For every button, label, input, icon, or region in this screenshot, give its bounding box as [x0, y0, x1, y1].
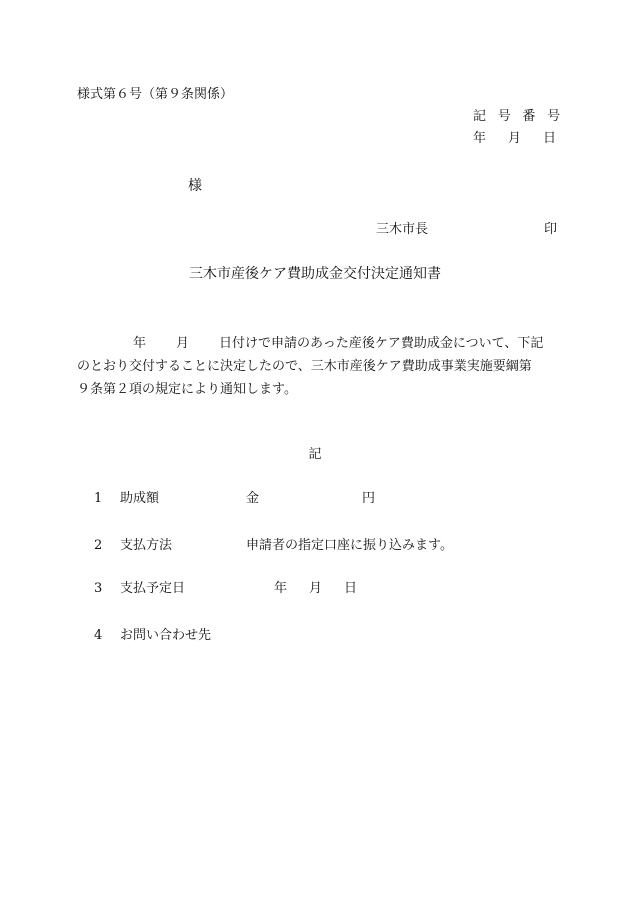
body-year: 年 [133, 336, 147, 351]
recipient-suffix: 様 [188, 178, 202, 194]
item-label: 助成額 [120, 491, 160, 506]
document-number: 記号番号 [473, 109, 572, 124]
body-month: 月 [176, 336, 190, 351]
item-contact [94, 627, 211, 645]
form-number: 様式第６号（第９条関係） [77, 87, 234, 102]
item-subsidy-amount [94, 490, 159, 508]
item-number: 4 [94, 628, 103, 643]
ki-heading: 記 [308, 447, 322, 462]
item-scheduled-date [94, 580, 185, 598]
body-line-1 [77, 332, 577, 355]
document-title: 三木市産後ケア費助成金交付決定通知書 [189, 266, 441, 282]
scheduled-month: 月 [309, 581, 323, 596]
body-line-3: ９条第２項の規定により通知します。 [77, 382, 297, 397]
date-month: 月 [508, 131, 522, 146]
document-date [473, 130, 556, 148]
body-paragraph [77, 332, 577, 401]
amount-prefix: 金 [246, 491, 260, 506]
seal-mark: 印 [544, 222, 558, 237]
item-label: お問い合わせ先 [120, 628, 212, 643]
scheduled-date-value [274, 580, 357, 598]
scheduled-year: 年 [274, 581, 288, 596]
payment-method-value: 申請者の指定口座に振り込みます。 [246, 538, 453, 553]
scheduled-day: 日 [344, 581, 358, 596]
item-label: 支払予定日 [120, 581, 186, 596]
item-payment-method [94, 537, 172, 555]
date-day: 日 [543, 131, 557, 146]
item-number: 2 [94, 538, 103, 553]
date-year: 年 [473, 131, 487, 146]
item-number: 1 [94, 491, 103, 506]
item-number: 3 [94, 581, 103, 596]
body-line-1-rest: 日付けで申請のあった産後ケア費助成金について、下記 [219, 336, 544, 351]
body-line-2: のとおり交付することに決定したので、三木市産後ケア費助成事業実施要綱第 [77, 359, 532, 374]
item-label: 支払方法 [120, 538, 173, 553]
issuer-name: 三木市長 [376, 222, 429, 237]
amount-suffix: 円 [362, 491, 376, 506]
